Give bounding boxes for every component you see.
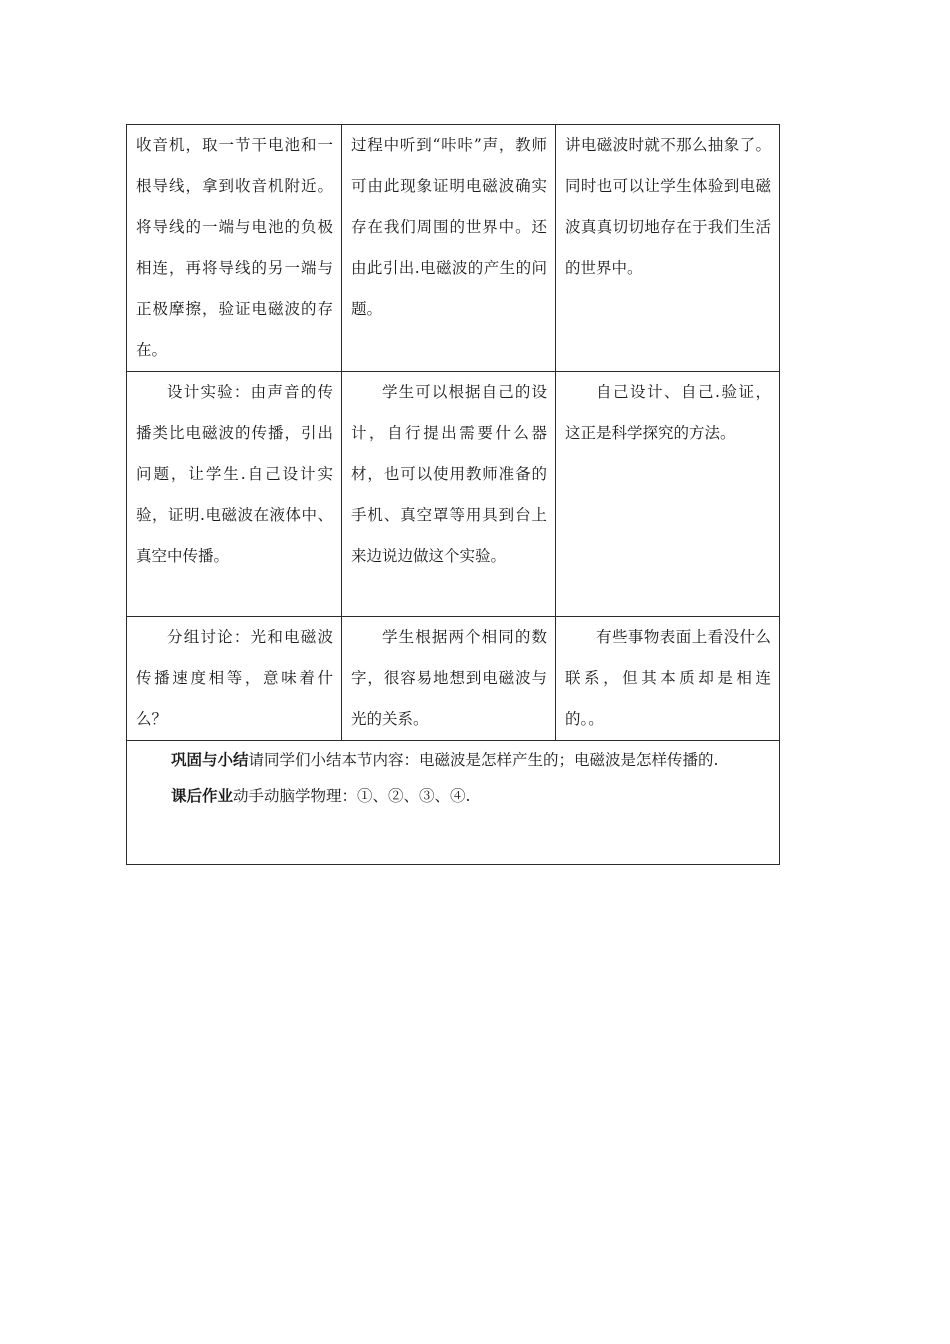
homework-line [171,778,771,814]
summary-cell [127,741,780,865]
student-activity-cell: 过程中听到“咔咔”声，教师可由此现象证明电磁波确实存在我们周围的世界中。还由此引出.电磁波的产生的问题。 [342,125,556,372]
lesson-plan-table [126,124,780,865]
teacher-activity-cell: 收音机，取一节干电池和一根导线，拿到收音机附近。将导线的一端与电池的负极相连，再将导线的另一端与正极摩擦，验证电磁波的存在。 [127,125,342,372]
homework-text: 动手动脑学物理：①、②、③、④. [233,787,471,805]
student-activity-cell: 学生根据两个相同的数字，很容易地想到电磁波与光的关系。 [342,617,556,741]
teacher-activity-cell: 分组讨论：光和电磁波传播速度相等，意味着什么？ [127,617,342,741]
teacher-activity-cell: 设计实验：由声音的传播类比电磁波的传播，引出问题，让学生.自己设计实验，证明.电磁波在液体中、真空中传播。 [127,372,342,617]
table-row [127,125,780,372]
design-intent-cell: 自己设计、自己.验证，这正是科学探究的方法。 [556,372,780,617]
consolidate-text: 请同学们小结本节内容：电磁波是怎样产生的；电磁波是怎样传播的. [248,751,719,769]
table-row [127,372,780,617]
homework-label: 课后作业 [171,786,234,805]
student-activity-cell: 学生可以根据自己的设计，自行提出需要什么器材，也可以使用教师准备的手机、真空罩等用具到台上来边说边做这个实验。 [342,372,556,617]
summary-row [127,741,780,865]
consolidate-label: 巩固与小结 [171,750,249,769]
table-row [127,617,780,741]
consolidate-line [171,742,771,778]
design-intent-cell: 有些事物表面上看没什么联系，但其本质却是相连的。。 [556,617,780,741]
design-intent-cell: 讲电磁波时就不那么抽象了。同时也可以让学生体验到电磁波真真切切地存在于我们生活的世界中。 [556,125,780,372]
